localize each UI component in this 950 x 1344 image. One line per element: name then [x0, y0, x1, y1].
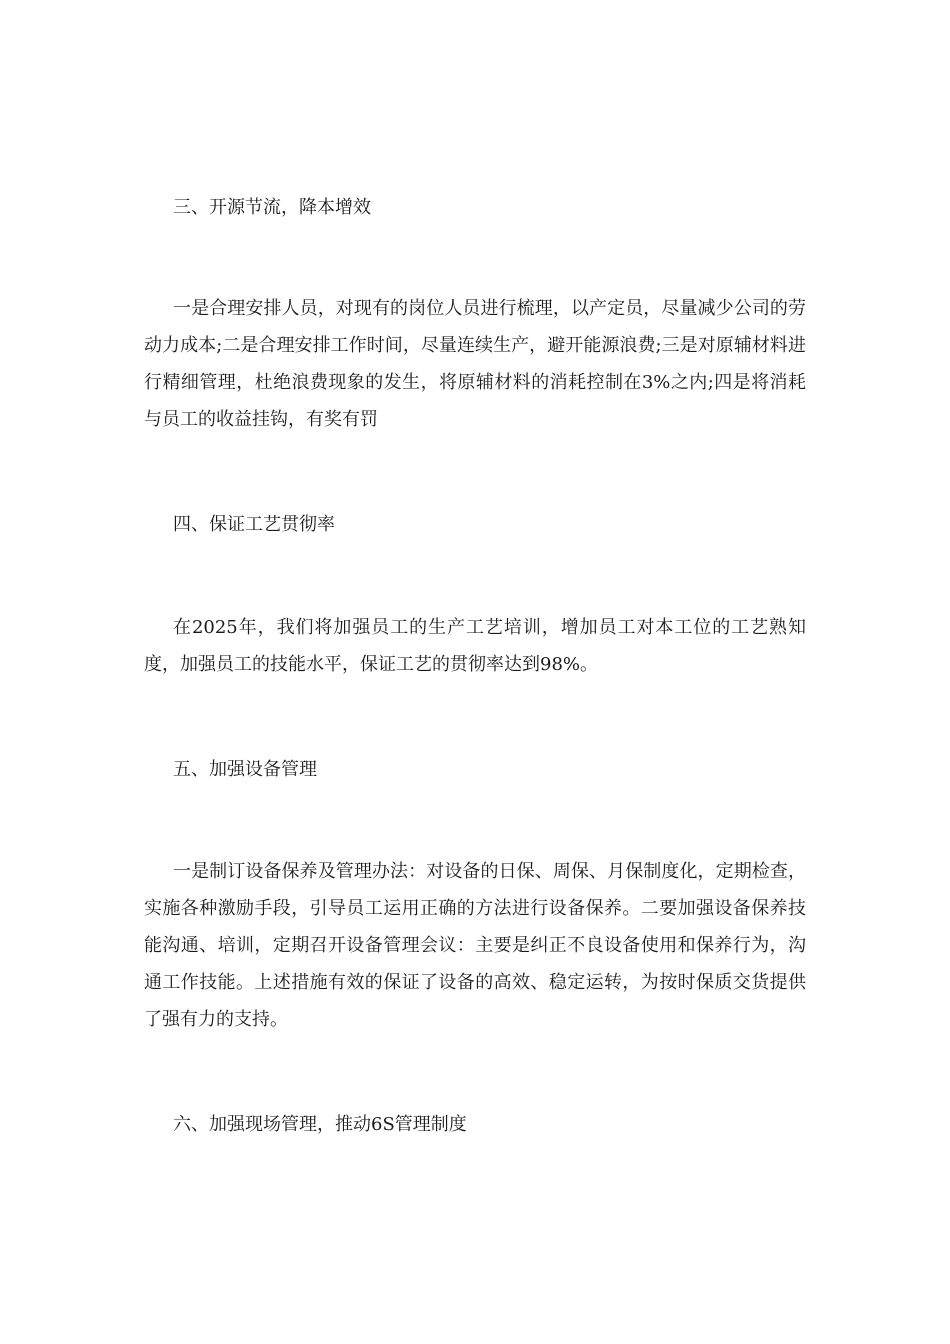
section-body-4: 在2025年，我们将加强员工的生产工艺培训，增加员工对本工位的工艺熟知度，加强员工的技能水平，保证工艺的贯彻率达到98%。	[144, 617, 806, 675]
section-heading-4: 四、保证工艺贯彻率	[173, 514, 335, 535]
section-heading-3: 三、开源节流，降本增效	[173, 197, 371, 218]
section-heading-5: 五、加强设备管理	[173, 759, 317, 780]
section-body-3: 一是合理安排人员，对现有的岗位人员进行梳理，以产定员，尽量减少公司的劳动力成本;二是合理安排工作时间，尽量连续生产，避开能源浪费;三是对原辅材料进行精细管理，杜绝浪费现象的发生，将原辅材料的消耗控制在3%之内;四是将消耗与员工的收益挂钩，有奖有罚	[144, 298, 806, 430]
section-heading-6: 六、加强现场管理，推动6S管理制度	[173, 1114, 467, 1135]
section-body-5: 一是制订设备保养及管理办法：对设备的日保、周保、月保制度化，定期检查，实施各种激励手段，引导员工运用正确的方法进行设备保养。二要加强设备保养技能沟通、培训，定期召开设备管理会议：主要是纠正不良设备使用和保养行为，沟通工作技能。上述措施有效的保证了设备的高效、稳定运转，为按时保质交货提供了强有力的支持。	[144, 861, 806, 1030]
